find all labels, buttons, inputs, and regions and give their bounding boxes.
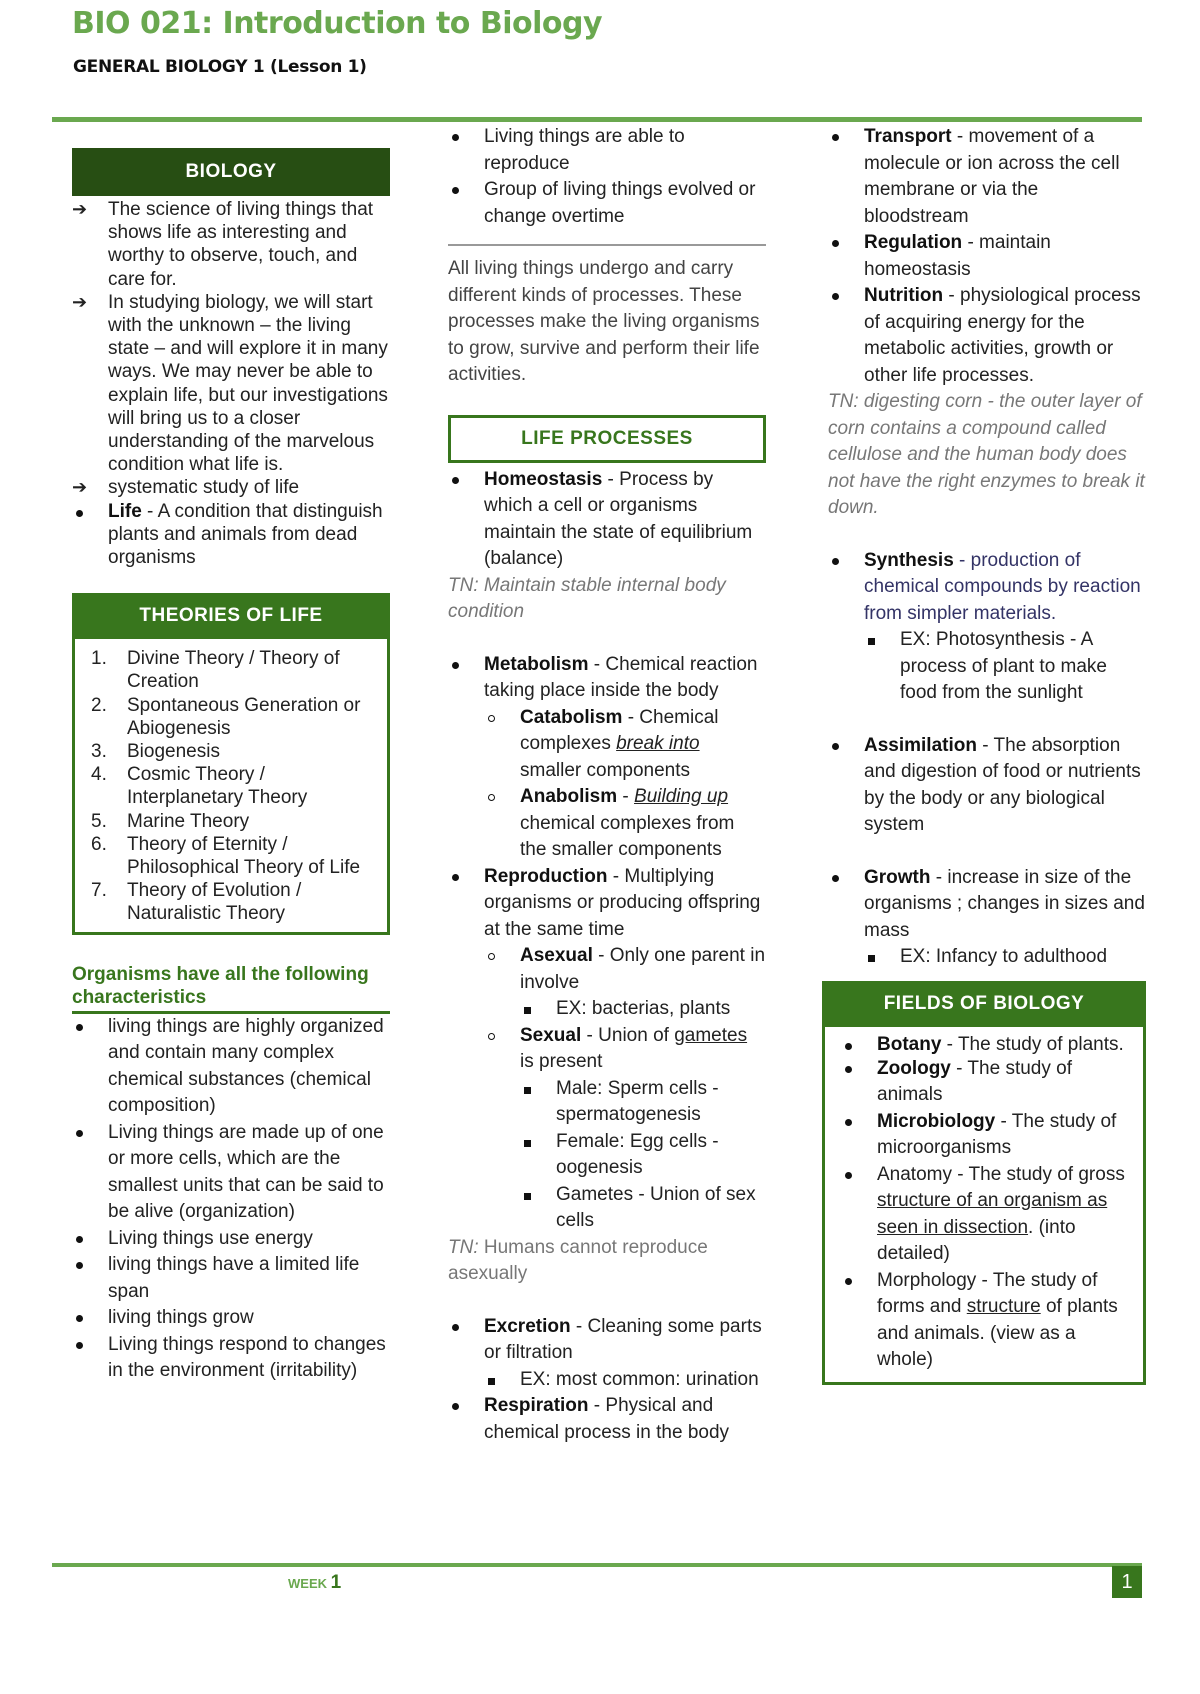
reproduce-list bbox=[448, 124, 766, 230]
list-item: living things are highly organized and contain many complex chemical substances (chemical composition) bbox=[108, 1015, 384, 1117]
teacher-note: TN: Humans cannot reproduce asexually bbox=[448, 1236, 708, 1284]
list-item: living things grow bbox=[108, 1307, 254, 1329]
list-item: 5. Marine Theory bbox=[91, 810, 250, 832]
list-item: Living things respond to changes in the environment (irritability) bbox=[108, 1333, 386, 1382]
arrow-icon: ➔ bbox=[72, 477, 88, 498]
list-item: Catabolism - Chemical complexes break into smaller components bbox=[520, 706, 719, 781]
assimilation-list bbox=[828, 733, 1146, 839]
list-item: Reproduction - Multiplying organisms or producing offspring at the same time Asexual - Only one parent in involve EX: bacterias, plants Sexual - Union of gametes is present Male: Sperm cells - spermatogenesis Female: Egg cells - oogenesis Gametes - Union of sex cells bbox=[448, 864, 766, 1235]
teacher-note: TN: Maintain stable internal body condition bbox=[448, 574, 726, 622]
excretion-list bbox=[448, 1314, 766, 1447]
list-item: 4. Cosmic Theory / Interplanetary Theory bbox=[91, 764, 308, 809]
list-item: Transport - movement of a molecule or ion across the cell membrane or via the bloodstream bbox=[864, 126, 1120, 227]
list-item: Regulation - maintain homeostasis bbox=[864, 232, 1051, 280]
list-item: 6. Theory of Eternity / Philosophical Theory of Life bbox=[91, 833, 361, 879]
synthesis-list bbox=[828, 548, 1146, 707]
homeostasis-list bbox=[448, 467, 766, 573]
week-number: 1 bbox=[330, 1572, 342, 1593]
characteristics-list bbox=[72, 1014, 390, 1385]
fields-list bbox=[841, 1033, 1135, 1374]
list-item: Excretion - Cleaning some parts or filtration EX: most common: urination bbox=[448, 1314, 766, 1394]
list-item: ➔ In studying biology, we will start with the unknown – the living state – and will explore it in many ways. We may never be able to explain life, but our investigations will bring us to a closer understanding of the marvelous condition what life is. bbox=[72, 291, 388, 476]
list-item: Group of living things evolved or change overtime bbox=[484, 179, 756, 227]
list-item: EX: bacterias, plants bbox=[556, 998, 731, 1019]
list-item: EX: Photosynthesis - A process of plant to make food from the sunlight bbox=[900, 629, 1107, 703]
theories-box bbox=[72, 639, 390, 934]
list-item: EX: most common: urination bbox=[520, 1368, 759, 1390]
list-item: 7. Theory of Evolution / Naturalistic Theory bbox=[91, 880, 302, 925]
list-item: Sexual - Union of gametes is present Male: Sperm cells - spermatogenesis Female: Egg cells - oogenesis Gametes - Union of sex cells bbox=[484, 1023, 766, 1235]
list-item: Male: Sperm cells - spermatogenesis bbox=[556, 1077, 719, 1125]
section-divider bbox=[448, 244, 766, 246]
list-item: Metabolism - Chemical reaction taking place inside the body Catabolism - Chemical complexes break into smaller components Anabolism - Building up chemical complexes from the smaller components bbox=[448, 652, 766, 864]
fields-box bbox=[822, 1027, 1146, 1385]
list-item: Botany - The study of plants. bbox=[877, 1033, 1124, 1055]
intro-paragraph: All living things undergo and carry different kinds of processes. These processes make the living organisms to grow, survive and perform their life activities. bbox=[448, 258, 760, 385]
theories-list bbox=[91, 647, 377, 925]
list-item: Growth - increase in size of the organisms ; changes in sizes and mass EX: Infancy to adulthood bbox=[828, 865, 1146, 971]
list-item: Asexual - Only one parent in involve EX: bacterias, plants bbox=[484, 943, 766, 1023]
list-item: 3. Biogenesis bbox=[91, 741, 220, 763]
list-item: 2. Spontaneous Generation or Abiogenesis bbox=[91, 694, 361, 739]
list-item: Assimilation - The absorption and digestion of food or nutrients by the body or any biological system bbox=[864, 734, 1141, 835]
processes-list-continued bbox=[828, 124, 1146, 389]
footer-divider bbox=[52, 1563, 1142, 1567]
list-item: Zoology - The study of animals bbox=[877, 1057, 1072, 1106]
life-processes-heading: LIFE PROCESSES bbox=[448, 415, 766, 463]
list-item: Synthesis - production of chemical compounds by reaction from simpler materials. EX: Photosynthesis - A process of plant to make food from the sunlight bbox=[828, 548, 1146, 707]
biology-heading: BIOLOGY bbox=[72, 148, 390, 196]
list-item: Gametes - Union of sex cells bbox=[556, 1183, 756, 1231]
growth-list bbox=[828, 865, 1146, 971]
characteristics-heading: Organisms have all the following characteristics bbox=[72, 963, 369, 1008]
list-item: Respiration - Physical and chemical process in the body bbox=[484, 1395, 730, 1443]
list-item: 1. Divine Theory / Theory of Creation bbox=[91, 648, 340, 693]
header-divider bbox=[52, 117, 1142, 122]
week-label: WEEK 1 bbox=[288, 1572, 342, 1593]
list-item: Morphology - The study of forms and structure of plants and animals. (view as a whole) bbox=[877, 1269, 1118, 1371]
fields-section bbox=[822, 981, 1146, 1385]
list-item: ➔ The science of living things that shows life as interesting and worthy to observe, touch, and care for. bbox=[72, 199, 374, 290]
column-2 bbox=[448, 124, 766, 1446]
document-subtitle: GENERAL BIOLOGY 1 (Lesson 1) bbox=[73, 57, 367, 77]
list-item: EX: Infancy to adulthood bbox=[900, 946, 1108, 967]
page-number: 1 bbox=[1112, 1566, 1142, 1598]
fields-heading: FIELDS OF BIOLOGY bbox=[822, 981, 1146, 1027]
list-item: Homeostasis - Process by which a cell or organisms maintain the state of equilibrium (balance) bbox=[484, 468, 753, 569]
biology-list bbox=[72, 198, 390, 569]
list-item: Nutrition - physiological process of acquiring energy for the metabolic activities, growth or other life processes. bbox=[864, 285, 1141, 386]
list-item: Anatomy - The study of gross structure of an organism as seen in dissection. (into detailed) bbox=[877, 1163, 1125, 1265]
document-title: BIO 021: Introduction to Biology bbox=[72, 6, 603, 41]
list-item: Life - A condition that distinguish plants and animals from dead organisms bbox=[108, 500, 383, 569]
list-item: Living things use energy bbox=[108, 1227, 313, 1249]
list-item: Living things are able to reproduce bbox=[484, 126, 685, 174]
arrow-icon: ➔ bbox=[72, 199, 88, 219]
list-item: Living things are made up of one or more cells, which are the smallest units that can be said to be alive (organization) bbox=[108, 1121, 384, 1223]
column-1 bbox=[72, 124, 390, 1385]
list-item: living things have a limited life span bbox=[108, 1254, 360, 1302]
list-item: ➔ systematic study of life bbox=[72, 477, 300, 499]
list-item: Female: Egg cells - oogenesis bbox=[556, 1130, 719, 1178]
arrow-icon: ➔ bbox=[72, 291, 88, 312]
teacher-note: TN: digesting corn - the outer layer of corn contains a compound called cellulose and the human body does not have the right enzymes to break it down. bbox=[828, 391, 1145, 518]
list-item: Anabolism - Building up chemical complexes from the smaller components bbox=[520, 786, 735, 860]
theories-heading: THEORIES OF LIFE bbox=[72, 593, 390, 639]
metabolism-list bbox=[448, 652, 766, 1235]
column-3 bbox=[828, 124, 1146, 1385]
list-item: Microbiology - The study of microorganisms bbox=[877, 1110, 1117, 1159]
